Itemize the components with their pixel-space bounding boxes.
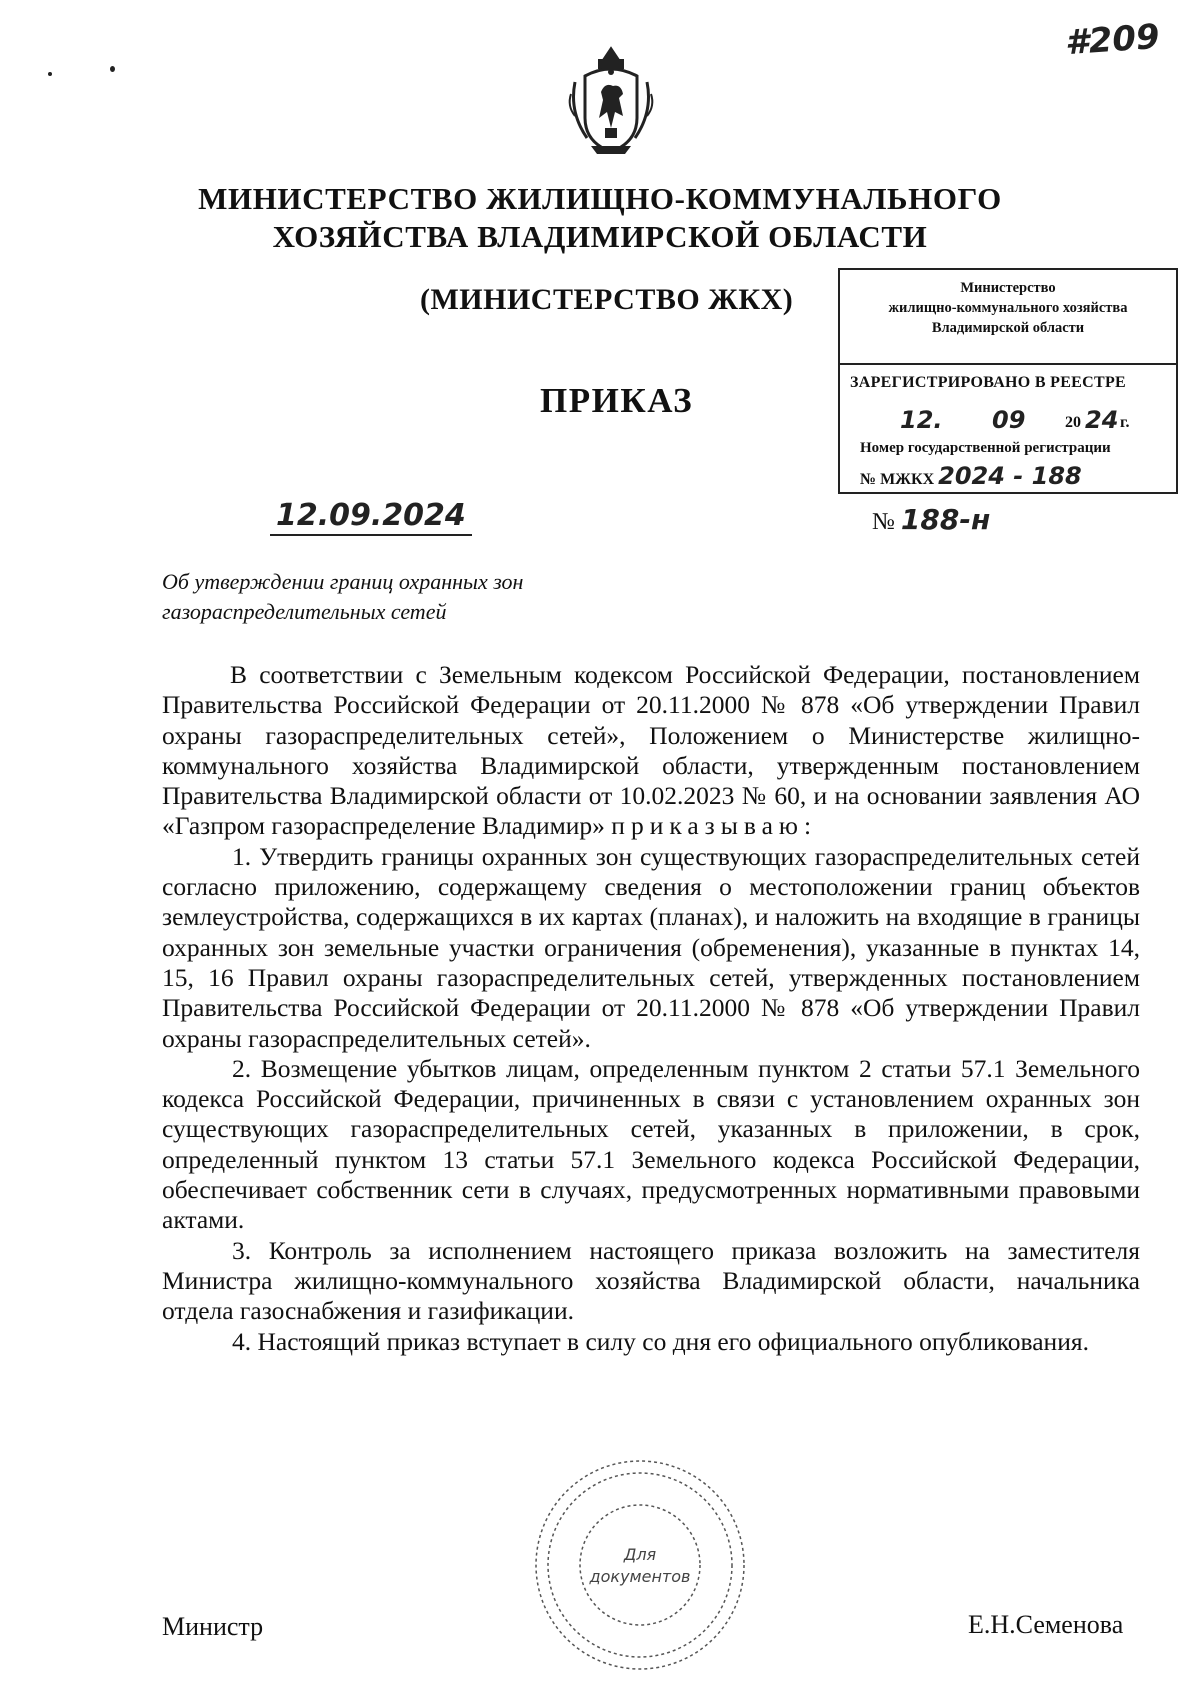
ministry-short-name: (МИНИСТЕРСТВО ЖКХ): [420, 283, 794, 316]
stamp-date-day: 12.: [900, 406, 943, 434]
registration-stamp: [838, 268, 1178, 494]
order-item-1: 1. Утвердить границы охранных зон существующих газораспределительных сетей согласно приложению, содержащему сведения о местоположении границ объектов землеустройства, содержащихся в их картах (планах), и наложить на входящие в границы охранных зон земельные участки ограничения (обременения), указанные в пунктах 14, 15, 16 Правил охраны газораспределительных сетей, утвержденных постановлением Правительства Российской Федерации от 20.11.2000 № 878 «Об утверждении Правил охраны газораспределительных сетей».: [162, 841, 1140, 1053]
stamp-organization: [840, 278, 1176, 338]
document-type-title: ПРИКАЗ: [540, 381, 694, 420]
order-number-sign: №: [872, 509, 895, 535]
signatory-name: Е.Н.Семенова: [968, 1610, 1124, 1639]
order-item-4: 4. Настоящий приказ вступает в силу со дня его официального опубликования.: [232, 1326, 1089, 1356]
stamp-date-year-suffix: 24: [1085, 406, 1119, 434]
order-number: 188-н: [900, 503, 991, 536]
seal-center-line1: Для: [623, 1545, 657, 1564]
order-subject-line1: Об утверждении границ охранных зон: [162, 569, 524, 594]
stamp-date-month: 09: [992, 406, 1026, 434]
preamble-paragraph: [162, 660, 1140, 842]
stamp-registered-label: ЗАРЕГИСТРИРОВАНО В РЕЕСТРЕ: [850, 374, 1127, 391]
ministry-name-line1: МИНИСТЕРСТВО ЖИЛИЩНО-КОММУНАЛЬНОГО: [198, 181, 1002, 216]
corner-handwritten-number: #209: [1064, 16, 1162, 64]
order-subject-line2: газораспределительных сетей: [162, 599, 447, 624]
round-seal-icon: [530, 1455, 750, 1675]
stamp-registration-date: [850, 406, 1166, 436]
stamp-org-line1: Министерство: [960, 280, 1056, 296]
order-number-line: [872, 503, 990, 536]
order-subject: [162, 567, 622, 627]
ministry-name: [120, 180, 1080, 256]
stamp-state-reg-label: Номер государственной регистрации: [860, 440, 1111, 456]
stamp-reg-number: 2024 - 188: [938, 462, 1082, 490]
signatory-title: Министр: [162, 1612, 264, 1641]
stamp-org-line2: жилищно-коммунального хозяйства: [888, 300, 1128, 316]
order-item-3: 3. Контроль за исполнением настоящего приказа возложить на заместителя Министра жилищно-коммунального хозяйства Владимирской области, начальника отдела газоснабжения и газификации.: [162, 1235, 1140, 1326]
preamble-order-word: приказываю:: [611, 811, 818, 841]
coat-of-arms-icon: [565, 42, 657, 160]
seal-center-line2: документов: [589, 1567, 691, 1586]
preamble-text: В соответствии с Земельным кодексом Российской Федерации, постановлением Правительства Российской Федерации от 20.11.2000 № 878 «Об утверждении Правил охраны газораспределительных сетей», Положением о Министерстве жилищно-коммунального хозяйства Владимирской области, утвержденным постановлением Правительства Владимирской области от 10.02.2023 № 60, и на основании заявления АО «Газпром газораспределение Владимир»: [162, 660, 1140, 841]
stamp-org-line3: Владимирской области: [931, 320, 1085, 336]
order-item-2: 2. Возмещение убытков лицам, определенным пунктом 2 статьи 57.1 Земельного кодекса Российской Федерации, причиненных в связи с установлением охранных зон существующих газораспределительных сетей, указанных в приложении, в срок, определенный пунктом 13 статьи 57.1 Земельного кодекса Российской Федерации, обеспечивает собственник сети в случаях, предусмотренных нормативными правовыми актами.: [162, 1053, 1140, 1235]
scan-dot: [48, 72, 52, 76]
stamp-reg-number-prefix: № МЖКХ: [860, 471, 935, 488]
order-body: [162, 660, 1140, 1357]
stamp-date-year-prefix: 20: [1065, 414, 1081, 431]
stamp-date-year-end: г.: [1120, 414, 1130, 431]
ministry-name-line2: ХОЗЯЙСТВА ВЛАДИМИРСКОЙ ОБЛАСТИ: [272, 219, 928, 254]
stamp-reg-number-line: [860, 462, 1082, 490]
stamp-divider: [840, 363, 1176, 365]
order-date: 12.09.2024: [270, 498, 472, 536]
scan-dot: [110, 66, 115, 72]
